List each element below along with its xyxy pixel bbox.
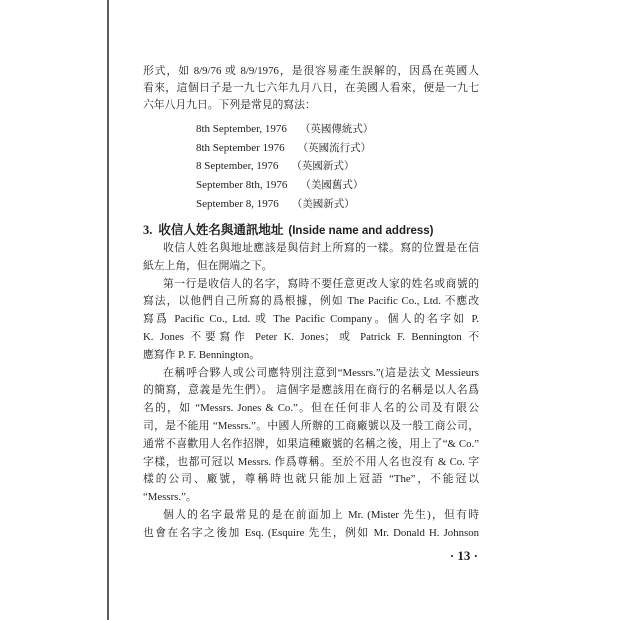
text-line: 名的，如 “Messrs. Jones & Co.”。但在任何非人名的公司及有限公 [143,402,479,415]
text-line: 通常不喜歡用人名作招牌，如果這種廠號的名稱之後，用上了“& Co.” [143,437,479,450]
paragraph [143,507,479,543]
paragraph [143,240,479,276]
text-line: 收信人姓名與地址應該是與信封上所寫的一樣。寫的位置是在信 [163,242,479,254]
text-line: 在稱呼合夥人或公司應特別注意到“Messrs.”(這是法文 Messieurs [163,366,479,379]
date-format-list [196,120,373,213]
date-format-item [196,157,373,176]
text-line: 形式，如 8/9/76 或 8/9/1976，是很容易產生誤解的，因爲在英國人 [143,65,479,77]
section-title: 收信人姓名與通訊地址 [158,223,284,237]
date-example: 8th September 1976 [196,141,285,154]
date-style-note: （美國新式） [291,198,355,210]
date-format-item [196,120,373,139]
date-format-item [196,139,373,158]
body-text [143,240,479,543]
date-example: 8 September, 1976 [196,160,279,173]
date-example: 8th September, 1976 [196,123,287,135]
date-style-note: （英國流行式） [297,142,372,154]
paragraph [143,365,479,507]
date-format-item [196,195,373,214]
date-style-note: （英國新式） [291,161,355,173]
paragraph [143,276,479,365]
date-style-note: （英國傳統式） [299,124,374,135]
text-line: 紙左上角，但在開端之下。 [143,259,273,272]
scan-edge-line [107,0,109,620]
text-line: 寫法，以他們自己所寫的爲根據，例如 The Pacific Co., Ltd. 不應改 [143,295,479,308]
text-line: 寫爲 Pacific Co., Ltd. 或 The Pacific Company。個人的名字如 P. [143,313,479,326]
text-line: 應寫作 P. F. Bennington。 [143,348,261,361]
text-line: 六年八月九日。下列是常見的寫法： [143,99,316,111]
text-line: 的簡寫，意義是先生們）。 這個字是應該用在商行的名稱是以人名爲 [143,384,479,397]
text-line: 司，是不能用 “Messrs.”。中國人所辦的工商廠號以及一般工商公司， [143,419,479,432]
text-line: 樣的公司、廠號，尊稱時也就只能加上冠語 “The”，不能冠以 [143,473,479,486]
text-line: “Messrs.”。 [143,491,197,504]
intro-paragraph [143,63,479,114]
section-number: 3. [143,223,153,237]
date-format-item [196,176,373,195]
section-title-english: (Inside name and address) [288,225,434,237]
text-line: K. Jones 不要寫作 Peter K. Jones；或 Patrick F. Bennington 不 [143,330,479,343]
text-line: 個人的名字最常見的是在前面加上 Mr. (Mister 先生)，但有時 [163,508,479,521]
date-example: September 8, 1976 [196,197,279,210]
text-line: 也會在名字之後加 Esq. (Esquire 先生，例如 Mr. Donald H. Johnson [143,526,479,539]
date-example: September 8th, 1976 [196,179,288,192]
text-line: 字樣，也都可冠以 Messrs. 作爲尊稱。至於不用人名也沒有 & Co. 字 [143,455,479,468]
section-heading [143,222,479,238]
text-line: 看來，這個日子是一九七六年九月八日，在美國人看來，便是一九七 [143,82,479,94]
text-line: 第一行是收信人的名字，寫時不要任意更改人家的姓名或商號的 [163,277,479,290]
date-style-note: （美國舊式） [300,180,364,192]
page-number: · 13 · [449,548,478,563]
